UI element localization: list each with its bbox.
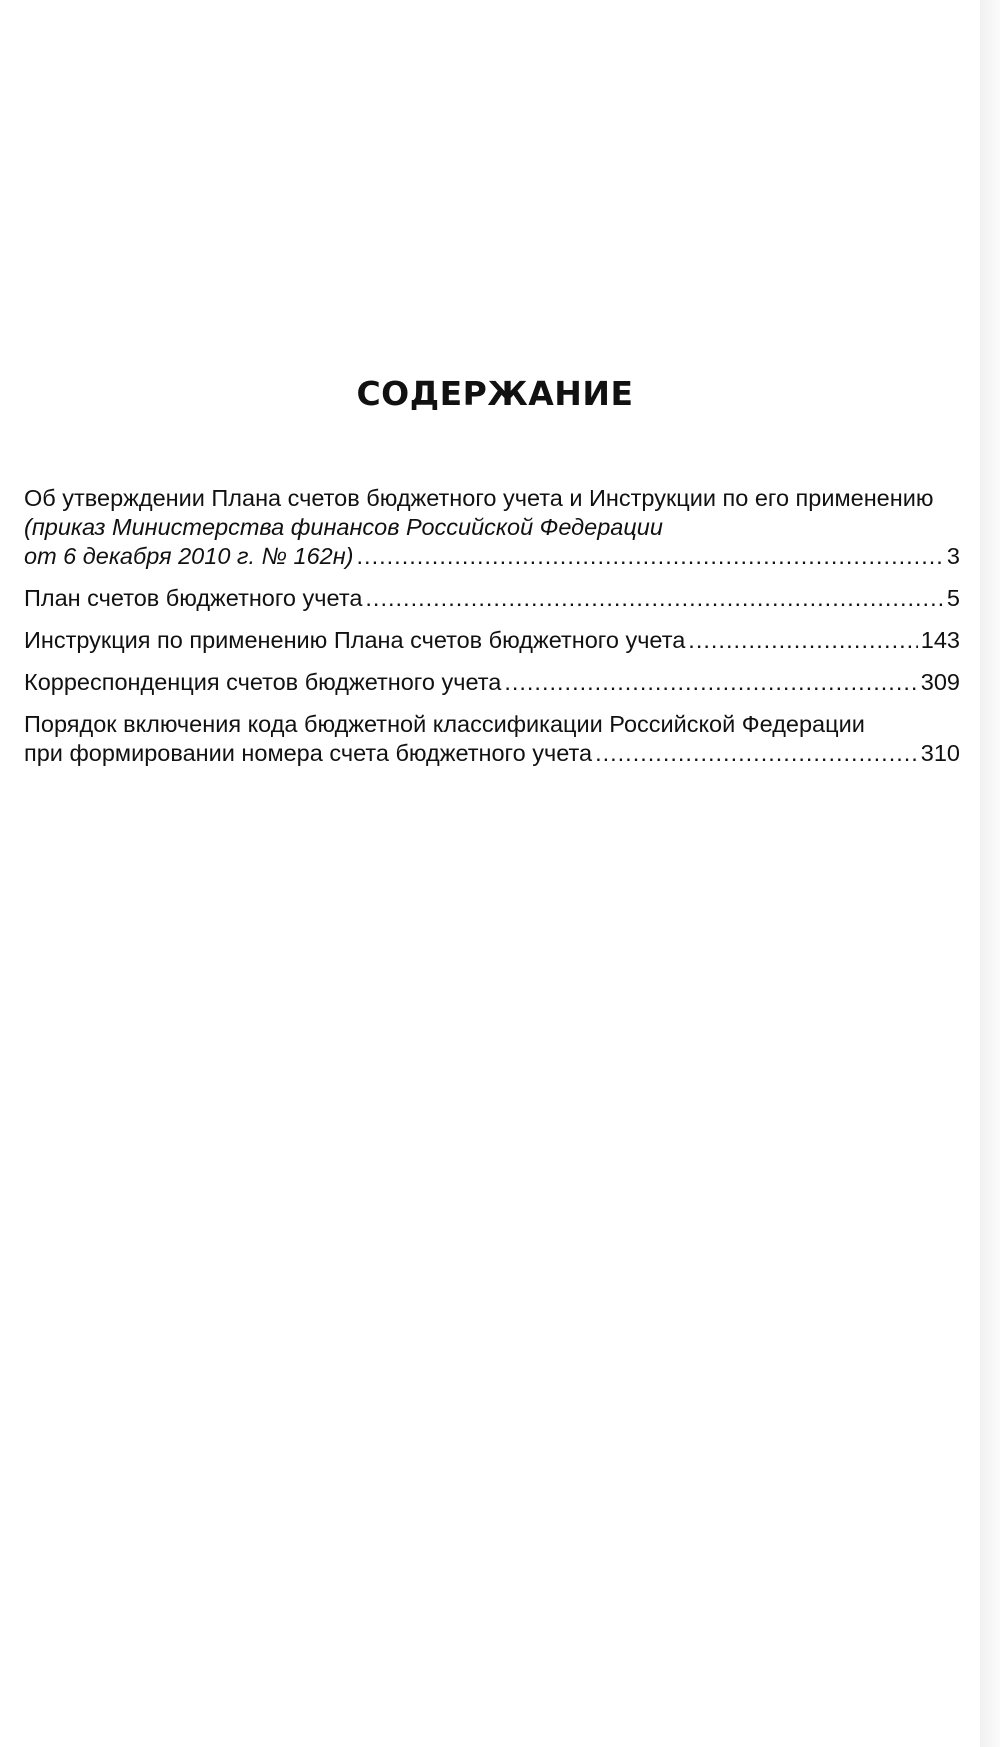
toc-entry-chart-of-accounts[interactable]	[24, 584, 960, 613]
toc-page-number: 310	[920, 740, 960, 766]
toc-entry-title-end: при формировании номера счета бюджетного учета	[24, 740, 593, 766]
toc-page-number: 309	[920, 669, 960, 695]
toc-page-number: 143	[920, 627, 960, 653]
toc-entry-subtitle: (приказ Министерства финансов Российской Федерации	[24, 514, 663, 540]
table-of-contents	[24, 484, 960, 768]
toc-entry-title: Об утверждении Плана счетов бюджетного учета и Инструкции по его применению	[24, 485, 934, 511]
toc-entry-title: Порядок включения кода бюджетной классификации Российской Федерации	[24, 711, 865, 737]
toc-entry-title: Инструкция по применению Плана счетов бюджетного учета	[24, 627, 686, 653]
toc-page-number: 3	[946, 543, 960, 569]
dot-leader	[688, 626, 917, 655]
toc-entry-title: План счетов бюджетного учета	[24, 585, 363, 611]
page-edge	[980, 0, 1000, 1747]
dot-leader	[357, 542, 944, 571]
toc-entry-correspondence[interactable]	[24, 668, 960, 697]
toc-entry-row	[24, 584, 960, 613]
dot-leader	[365, 584, 944, 613]
toc-entry-row	[24, 626, 960, 655]
toc-entry-subtitle-end: от 6 декабря 2010 г. № 162н)	[24, 543, 354, 569]
toc-entry-row	[24, 739, 960, 768]
page-title: СОДЕРЖАНИЕ	[356, 374, 634, 413]
toc-entry-instruction[interactable]	[24, 626, 960, 655]
toc-entry-classification-code[interactable]	[24, 710, 960, 768]
toc-entry-order[interactable]	[24, 484, 960, 571]
dot-leader	[504, 668, 917, 697]
toc-entry-row	[24, 542, 960, 571]
toc-entry-title: Корреспонденция счетов бюджетного учета	[24, 669, 502, 695]
dot-leader	[595, 739, 918, 768]
toc-page-number: 5	[946, 585, 960, 611]
toc-entry-row	[24, 668, 960, 697]
